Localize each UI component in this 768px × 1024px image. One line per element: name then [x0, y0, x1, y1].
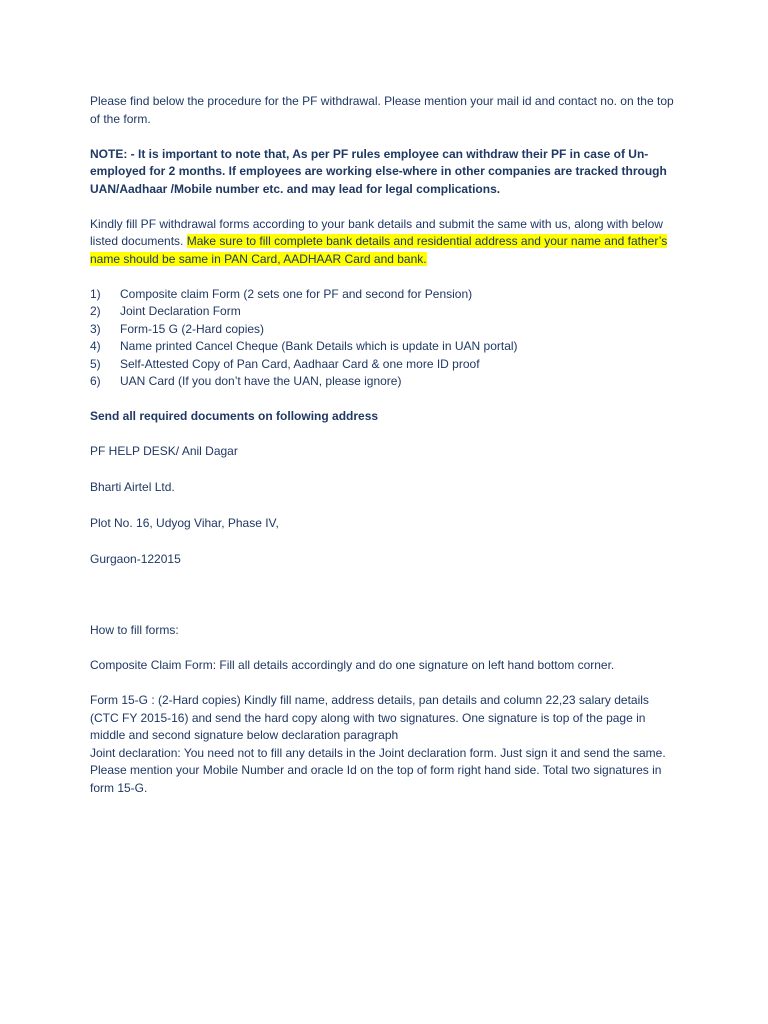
joint-declaration-instructions: Joint declaration: You need not to fill any details in the Joint declaration form. Just sign it and send the same. Please mention your Mobile Number and oracle Id on the top of form right hand side. Total two signatures in form 15-G. — [90, 745, 666, 795]
form-15g-instructions: Form 15-G : (2-Hard copies) Kindly fill name, address details, pan details and column 22,23 salary details (CTC FY 2015-16) and send the hard copy along with two signatures. One signature is top of the page in middle and second signature below declaration paragraph — [90, 693, 649, 742]
required-documents-list — [90, 286, 680, 391]
address-line-contact: PF HELP DESK/ Anil Dagar — [90, 444, 238, 458]
section-spacer — [90, 587, 680, 622]
address-line-city: Gurgaon-122015 — [90, 552, 181, 566]
highlighted-instructions: Make sure to fill complete bank details and residential address and your name and father’s name should be same in PAN Card, AADHAAR Card and bank. — [90, 234, 668, 266]
list-item-text: Joint Declaration Form — [120, 304, 241, 318]
intro-paragraph: Please find below the procedure for the PF withdrawal. Please mention your mail id and contact no. on the top of the form. — [90, 94, 674, 126]
composite-claim-instructions: Composite Claim Form: Fill all details accordingly and do one signature on left hand bottom corner. — [90, 658, 615, 672]
list-item-text: Self-Attested Copy of Pan Card, Aadhaar Card & one more ID proof — [120, 356, 480, 371]
instructions-paragraph — [90, 216, 680, 269]
address-line-street: Plot No. 16, Udyog Vihar, Phase IV, — [90, 516, 279, 530]
list-item — [90, 286, 680, 304]
note-paragraph: NOTE: - It is important to note that, As per PF rules employee can withdraw their PF in case of Un-employed for 2 months. If employees are working else-where in other companies are tracked through UAN/Aadhaar /Mobile number etc. and may lead for legal complications. — [90, 146, 667, 196]
list-item-number: 3) — [90, 321, 101, 336]
list-item-text: UAN Card (If you don’t have the UAN, please ignore) — [120, 374, 402, 388]
list-item — [90, 303, 680, 321]
list-item-number: 1) — [90, 286, 101, 301]
list-item — [90, 373, 680, 391]
list-item — [90, 338, 680, 356]
how-to-fill-heading: How to fill forms: — [90, 623, 179, 637]
list-item — [90, 321, 680, 339]
list-item-number: 6) — [90, 374, 101, 388]
address-line-company: Bharti Airtel Ltd. — [90, 480, 175, 494]
list-item-text: Composite claim Form (2 sets one for PF and second for Pension) — [120, 286, 473, 301]
list-item — [90, 356, 680, 374]
list-item-number: 2) — [90, 304, 101, 318]
document-body — [90, 93, 680, 815]
list-item-text: Name printed Cancel Cheque (Bank Details which is update in UAN portal) — [120, 339, 518, 353]
list-item-text: Form-15 G (2-Hard copies) — [120, 321, 265, 336]
list-item-number: 5) — [90, 356, 101, 371]
list-item-number: 4) — [90, 339, 101, 353]
send-heading: Send all required documents on following address — [90, 409, 379, 423]
instructions-text: Kindly fill PF withdrawal forms according to your bank details and submit the same with us, along with below listed documents. — [90, 216, 663, 248]
